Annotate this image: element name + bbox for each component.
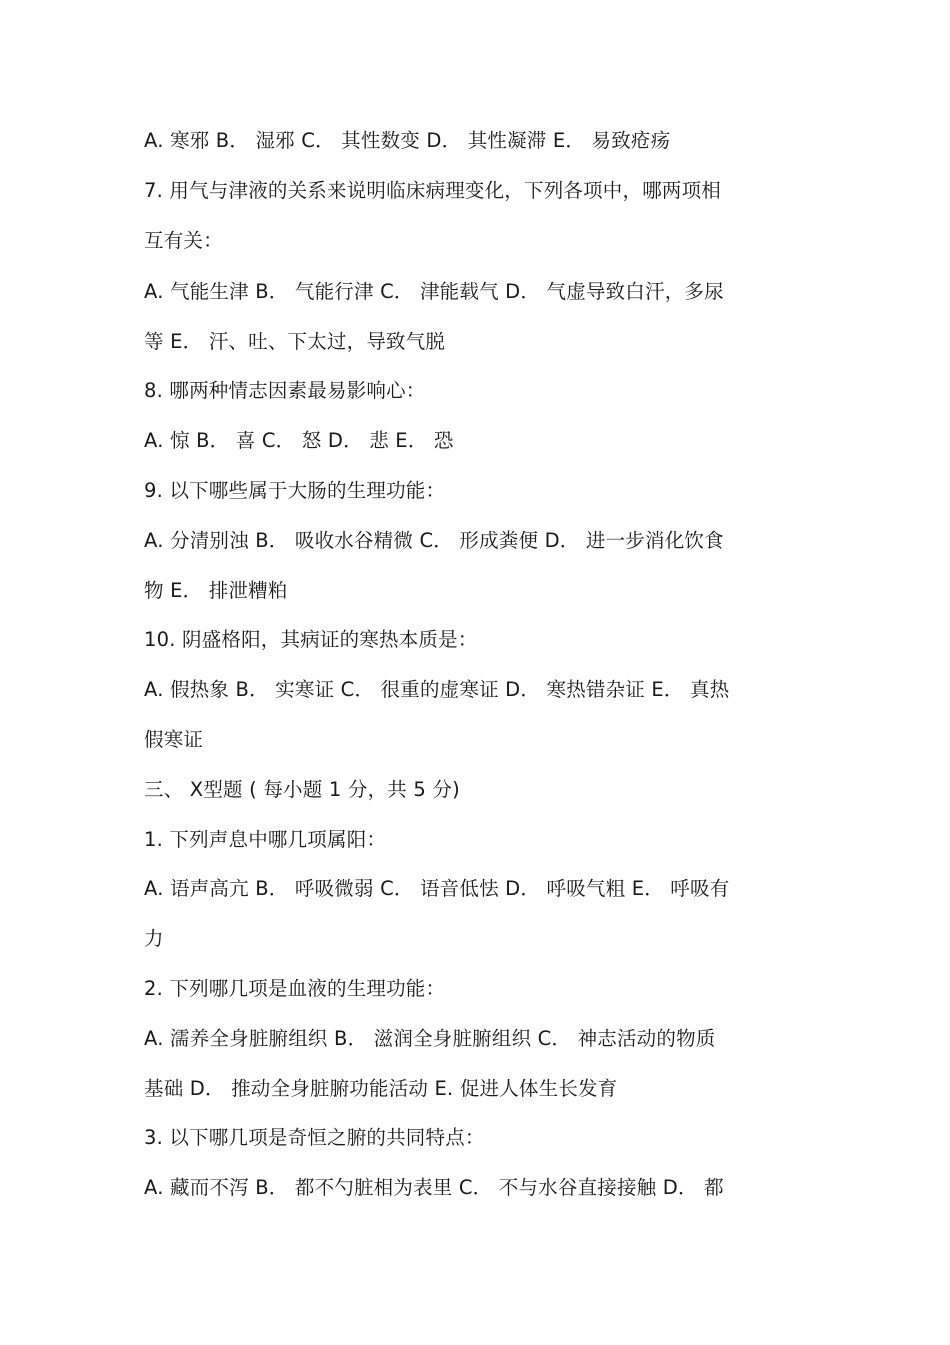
question-10: 10. 阴盛格阳，其病证的寒热本质是： [144, 628, 478, 651]
option-line-q10-2: 假寒证 [144, 728, 204, 751]
x-question-2: 2. 下列哪几项是血液的生理功能： [144, 977, 446, 1000]
question-8: 8. 哪两种情志因素最易影响心： [144, 379, 426, 402]
section-heading-x-type: 三、 X型题 ( 每小题 1 分，共 5 分) [144, 778, 460, 801]
x-question-1: 1. 下列声息中哪几项属阳： [144, 828, 387, 851]
option-line-q10-1: A. 假热象 B． 实寒证 C． 很重的虚寒证 D． 寒热错杂证 E． 真热 [144, 678, 730, 701]
x-question-3: 3. 以下哪几项是奇恒之腑的共同特点： [144, 1126, 485, 1149]
option-line-q7-2: 等 E． 汗、吐、下太过，导致气脱 [144, 330, 446, 353]
question-7-line2: 互有关： [144, 229, 223, 252]
question-9: 9. 以下哪些属于大肠的生理功能： [144, 479, 446, 502]
option-line-x1-1: A. 语声高亢 B． 呼吸微弱 C． 语音低怯 D． 呼吸气粗 E． 呼吸有 [144, 877, 730, 900]
question-7-line1: 7. 用气与津液的关系来说明临床病理变化，下列各项中，哪两项相 [144, 179, 722, 202]
option-line-x2-2: 基础 D． 推动全身脏腑功能活动 E. 促进人体生长发育 [144, 1077, 618, 1100]
option-line-q9-1: A. 分清别浊 B． 吸收水谷精微 C． 形成粪便 D． 进一步消化饮食 [144, 529, 724, 552]
option-line-q7-1: A. 气能生津 B． 气能行津 C． 津能载气 D． 气虚导致白汗，多尿 [144, 280, 724, 303]
option-line-q8: A. 惊 B． 喜 C． 怒 D． 悲 E． 恐 [144, 429, 454, 452]
option-line-x2-1: A. 濡养全身脏腑组织 B． 滋润全身脏腑组织 C． 神志活动的物质 [144, 1027, 716, 1050]
option-line-q6: A. 寒邪 B． 湿邪 C． 其性数变 D． 其性凝滞 E． 易致疮疡 [144, 129, 671, 152]
option-line-q9-2: 物 E． 排泄糟粕 [144, 579, 288, 602]
option-line-x1-2: 力 [144, 927, 164, 950]
option-line-x3-1: A. 藏而不泻 B． 都不勺脏相为表里 C． 不与水谷直接接触 D． 都 [144, 1176, 724, 1199]
